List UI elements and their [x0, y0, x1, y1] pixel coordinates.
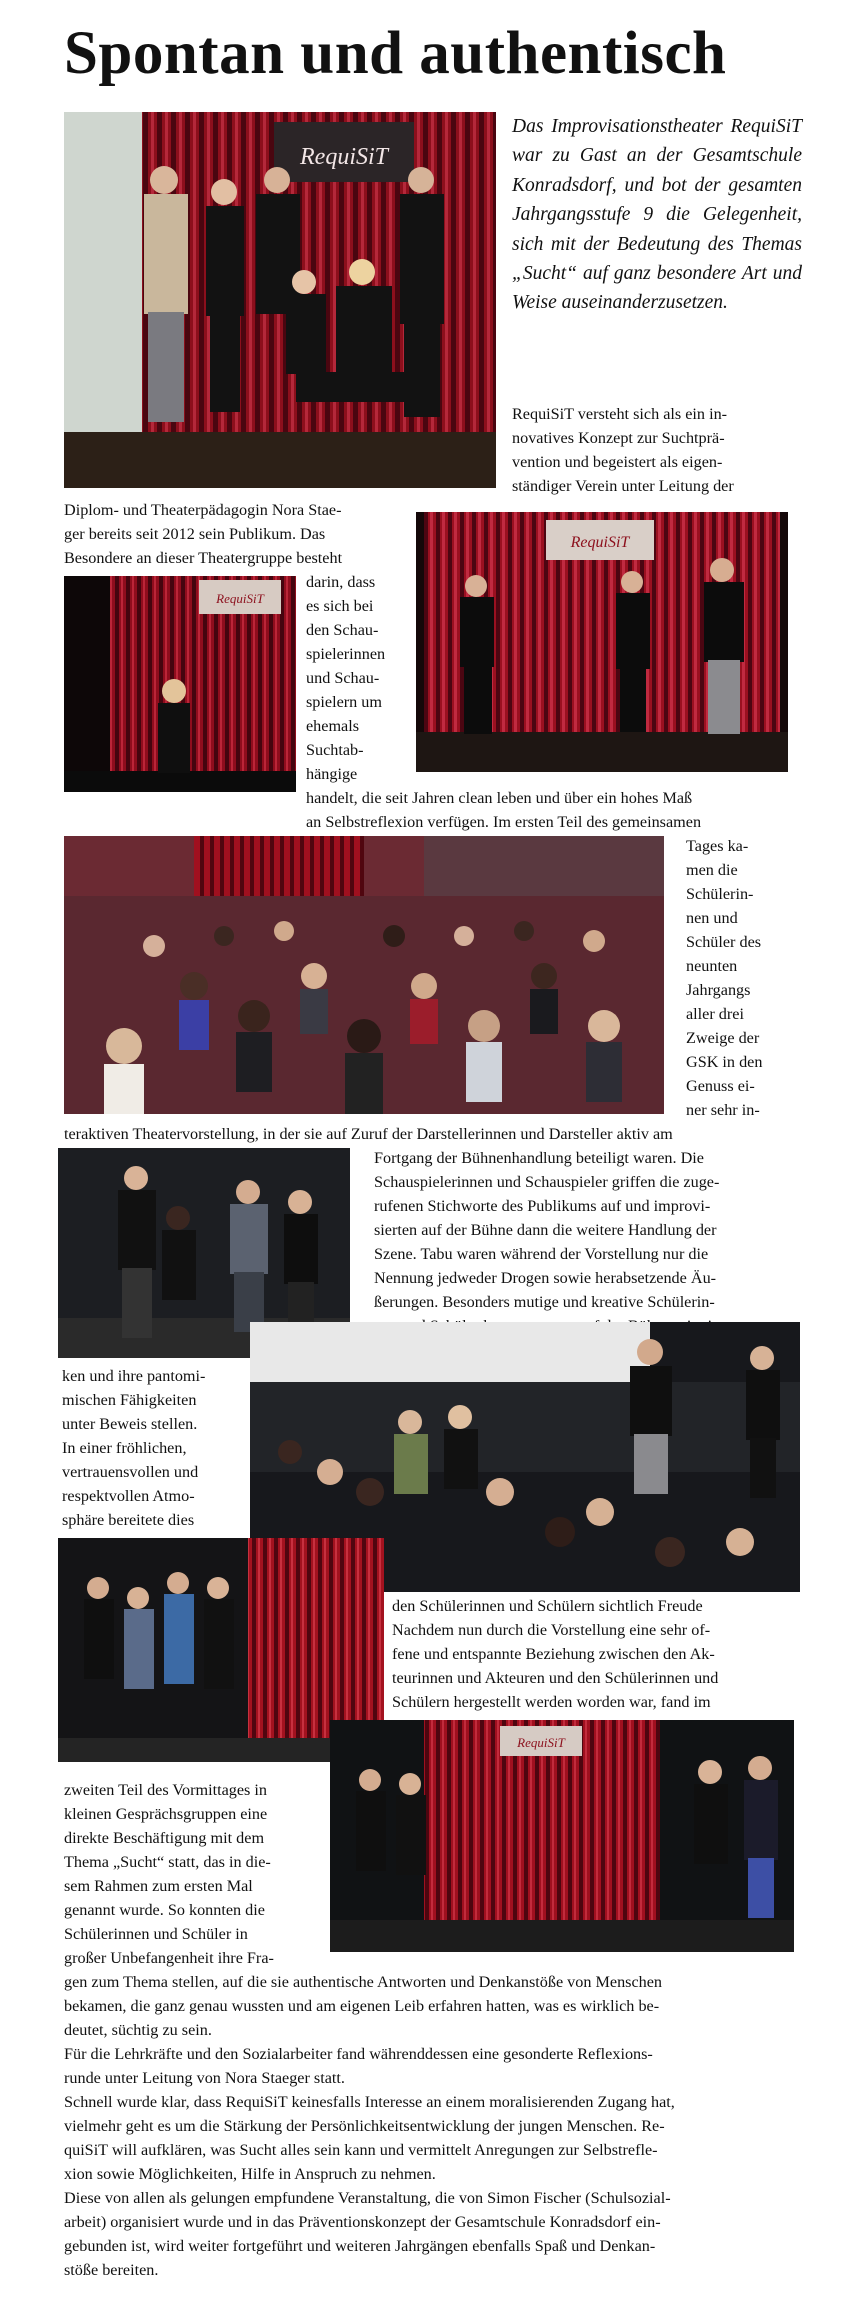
text-line: Nennung jedweder Drogen sowie herabsetzende Äu-: [374, 1269, 717, 1287]
text-line: RequiSiT versteht sich als ein in-: [512, 405, 728, 423]
svg-text:RequiSiT: RequiSiT: [517, 1735, 565, 1750]
text-line: den Schülerinnen und Schülern sichtlich Freude: [392, 1597, 703, 1615]
text-line: kleinen Gesprächsgruppen eine: [64, 1805, 268, 1823]
text-line: Schülerin-: [686, 885, 754, 903]
text-line: Diese von allen als gelungen empfundene Veranstaltung, die von Simon Fischer (Schulsozial-: [64, 2189, 671, 2207]
text-line: nen und: [686, 909, 738, 927]
text-line: xion sowie Möglichkeiten, Hilfe in Anspruch zu nehmen.: [64, 2165, 436, 2183]
photo-actress-microphone: [64, 576, 296, 792]
text-line: Genuss ei-: [686, 1077, 755, 1095]
text-line: direkte Beschäftigung mit dem: [64, 1829, 265, 1847]
text-line: an Selbstreflexion verfügen. Im ersten Teil des gemeinsamen: [306, 813, 702, 831]
text-line: sem Rahmen zum ersten Mal: [64, 1877, 253, 1895]
text-line: den Schau-: [306, 621, 379, 639]
text-line: vention und begeistert als eigen-: [512, 453, 723, 471]
text-line: sphäre bereitete dies: [62, 1511, 195, 1529]
text-line: großer Unbefangenheit ihre Fra-: [64, 1949, 274, 1967]
text-line: respektvollen Atmo-: [62, 1487, 195, 1505]
text-line: Schülerinnen und Schüler in: [64, 1925, 248, 1943]
text-line: bekamen, die ganz genau wussten und am eigenen Leib erfahren hatten, was es wirklich be-: [64, 1997, 660, 2015]
text-line: novatives Konzept zur Suchtprä-: [512, 429, 725, 447]
text-line: teurinnen und Akteuren und den Schülerinnen und: [392, 1669, 719, 1687]
text-line: stöße bereiten.: [64, 2261, 159, 2279]
text-line: Schülern hergestellt werden worden war, fand im: [392, 1693, 711, 1711]
text-line: Schnell wurde klar, dass RequiSiT keinesfalls Interesse an einem moralisierenden Zugang hat,: [64, 2093, 675, 2111]
photo-stage-final: [330, 1720, 794, 1952]
text-line: und Schau-: [306, 669, 380, 687]
text-line: vielmehr geht es um die Stärkung der Persönlichkeitsentwicklung der jungen Menschen. Re-: [64, 2117, 665, 2135]
text-line: fene und entspannte Beziehung zwischen den Ak-: [392, 1645, 715, 1663]
text-line: men die: [686, 861, 738, 879]
text-line: Zweige der: [686, 1029, 760, 1047]
text-line: ger bereits seit 2012 sein Publikum. Das: [64, 525, 326, 543]
requisit-logo: RequiSiT: [300, 144, 388, 170]
text-line: rufenen Stichworte des Publikums auf und improvi-: [374, 1197, 711, 1215]
text-line: Tages ka-: [686, 837, 749, 855]
text-line: aller drei: [686, 1005, 744, 1023]
text-line: es sich bei: [306, 597, 374, 615]
text-line: Fortgang der Bühnenhandlung beteiligt waren. Die: [374, 1149, 704, 1167]
article-intro: Das Improvisationstheater RequiSiT war zu Gast an der Gesamtschule Konradsdorf, und bot der gesamten Jahrgangsstufe 9 die Gelegenheit, sich mit der Bedeutung des Themas „Sucht“ auf ganz besondere Art und Weise auseinanderzusetzen.: [512, 116, 802, 314]
text-line: spielern um: [306, 693, 382, 711]
text-line: Schüler des: [686, 933, 762, 951]
article-title: Spontan und authentisch: [64, 20, 727, 87]
text-line: GSK in den: [686, 1053, 763, 1071]
text-line: mischen Fähigkeiten: [62, 1391, 197, 1409]
text-line: zweiten Teil des Vormittages in: [64, 1781, 267, 1799]
text-line: ehemals: [306, 717, 360, 735]
text-line: gen zum Thema stellen, auf die sie authentische Antworten und Denkanstöße von Menschen: [64, 1973, 663, 1991]
text-line: deutet, süchtig zu sein.: [64, 2021, 212, 2039]
text-line: teraktiven Theatervorstellung, in der sie auf Zuruf der Darstellerinnen und Darsteller aktiv am: [64, 1125, 673, 1143]
text-line: darin, dass: [306, 573, 376, 591]
photo-audience: [64, 836, 664, 1114]
text-line: arbeit) organisiert wurde und in das Präventionskonzept der Gesamtschule Konradsdorf ein-: [64, 2213, 661, 2231]
text-line: runde unter Leitung von Nora Staeger statt.: [64, 2069, 345, 2087]
text-line: hängige: [306, 765, 358, 783]
text-line: Jahrgangs: [686, 981, 751, 999]
text-line: spielerinnen: [306, 645, 386, 663]
svg-text:RequiSiT: RequiSiT: [570, 534, 630, 551]
text-line: Für die Lehrkräfte und den Sozialarbeiter fand währenddessen eine gesonderte Reflexions-: [64, 2045, 653, 2063]
text-line: Nachdem nun durch die Vorstellung eine sehr of-: [392, 1621, 711, 1639]
photo-group: [64, 112, 496, 488]
text-line: In einer fröhlichen,: [62, 1439, 187, 1457]
text-line: unter Beweis stellen.: [62, 1415, 198, 1433]
photo-stage-three: [416, 512, 788, 772]
text-line: Suchtab-: [306, 741, 364, 759]
text-line: Diplom- und Theaterpädagogin Nora Stae-: [64, 501, 342, 519]
text-line: Besondere an dieser Theatergruppe besteht: [64, 549, 343, 567]
text-line: neunten: [686, 957, 738, 975]
text-line: Thema „Sucht“ statt, das in die-: [64, 1853, 271, 1871]
text-line: quiSiT will aufklären, was Sucht alles sein kann und vermittelt Anregungen zur Selbstrefle-: [64, 2141, 658, 2159]
text-line: Szene. Tabu waren während der Vorstellung nur die: [374, 1245, 709, 1263]
text-line: sierten auf der Bühne dann die weitere Handlung der: [374, 1221, 717, 1239]
text-line: ken und ihre pantomi-: [62, 1367, 206, 1385]
text-line: ständiger Verein unter Leitung der: [512, 477, 734, 495]
text-line: genannt wurde. So konnten die: [64, 1901, 265, 1919]
svg-text:RequiSiT: RequiSiT: [216, 591, 264, 606]
text-line: gebunden ist, wird weiter fortgeführt und weiteren Jahrgängen ebenfalls Spaß und Denkan-: [64, 2237, 656, 2255]
text-line: vertrauensvollen und: [62, 1463, 199, 1481]
text-line: handelt, die seit Jahren clean leben und über ein hohes Maß: [306, 789, 693, 807]
text-line: ßerungen. Besonders mutige und kreative Schülerin-: [374, 1293, 715, 1311]
text-line: ner sehr in-: [686, 1101, 760, 1119]
text-line: Schauspielerinnen und Schauspieler griffen die zuge-: [374, 1173, 720, 1191]
